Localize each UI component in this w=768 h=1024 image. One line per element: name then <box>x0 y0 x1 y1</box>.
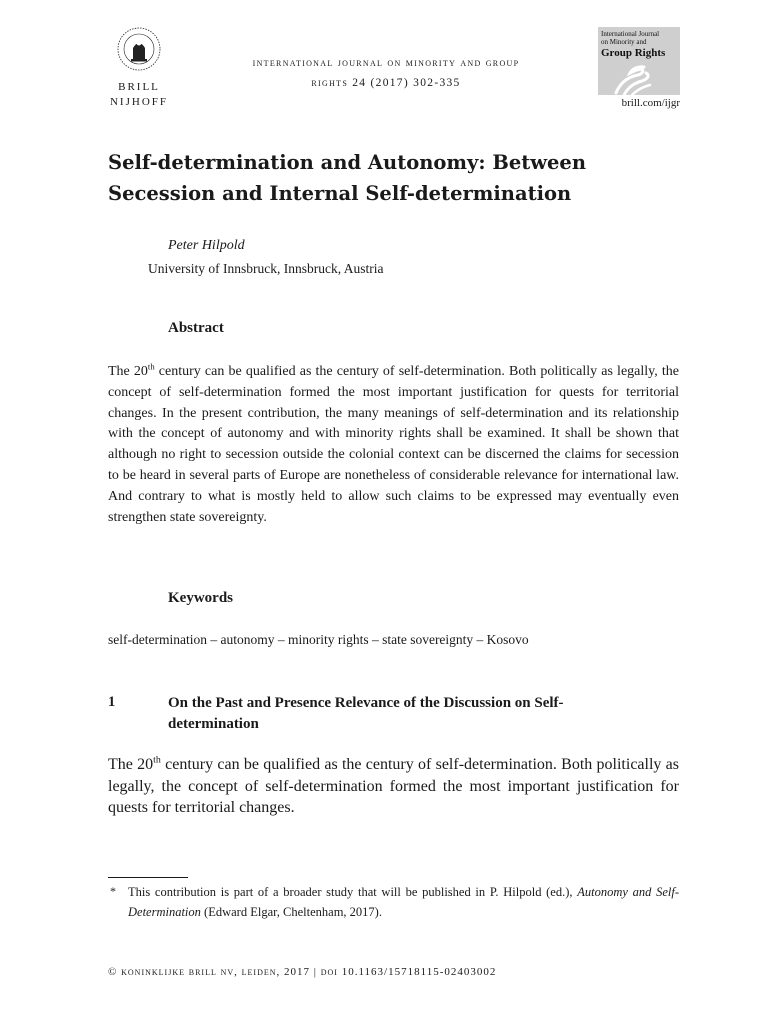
section-title: On the Past and Presence Relevance of the Discussion on Self-determination <box>168 695 564 732</box>
cover-title: Group Rights <box>601 47 666 59</box>
footnote-mark: * <box>110 884 116 898</box>
journal-citation: international journal on minority and group rights 24 (2017) 302-335 <box>252 57 520 89</box>
footnote-divider <box>108 877 188 878</box>
brill-seal-icon <box>116 26 162 72</box>
keywords-heading: Keywords <box>168 590 233 606</box>
body-paragraph: The 20th century can be qualified as the century of self-determination. Both politically as legally, the concept of self-determination formed the most important justification for quests for territorial changes. <box>108 754 680 816</box>
publisher-name: BRILL NIJHOFF <box>109 81 168 108</box>
footnote-text: This contribution is part of a broader study that will be published in P. Hilpold (ed.), Autonomy and Self-Determination (Edward Elgar, Cheltenham, 2017). <box>128 885 679 919</box>
cover-subtitle: International Journal on Minority and <box>601 30 660 46</box>
publisher-logo <box>100 26 178 110</box>
section-number: 1 <box>108 694 116 710</box>
hands-illustration-icon <box>598 57 680 95</box>
journal-cover-thumbnail <box>598 27 680 95</box>
author-affiliation: University of Innsbruck, Innsbruck, Austria <box>148 261 384 276</box>
article-title: Self-determination and Autonomy: Between Secession and Internal Self-determination <box>108 151 587 205</box>
journal-url[interactable]: brill.com/ijgr <box>621 97 680 109</box>
copyright-footer: © koninklijke brill nv, leiden, 2017 | doi 10.1163/15718115-02403002 <box>108 966 497 978</box>
abstract-heading: Abstract <box>168 320 224 336</box>
keywords-text: self-determination – autonomy – minority rights – state sovereignty – Kosovo <box>108 632 529 647</box>
abstract-text: The 20th century can be qualified as the century of self-determination. Both politically as legally, the concept of self-determination formed the most important justification for quests for territorial changes. In the present contribution, the many meanings of self-determination and its relationship with the concept of autonomy and with minority rights shall be examined. It shall be shown that although no right to secession outside the colonial context can be discerned the claims for secession to be heard in several parts of Europe are nonetheless of considerable relevance for international law. And contrary to what is mostly held to allow such claims to be expressed may eventually even strengthen state sovereignty. <box>108 361 679 525</box>
author-name: Peter Hilpold <box>168 238 245 253</box>
